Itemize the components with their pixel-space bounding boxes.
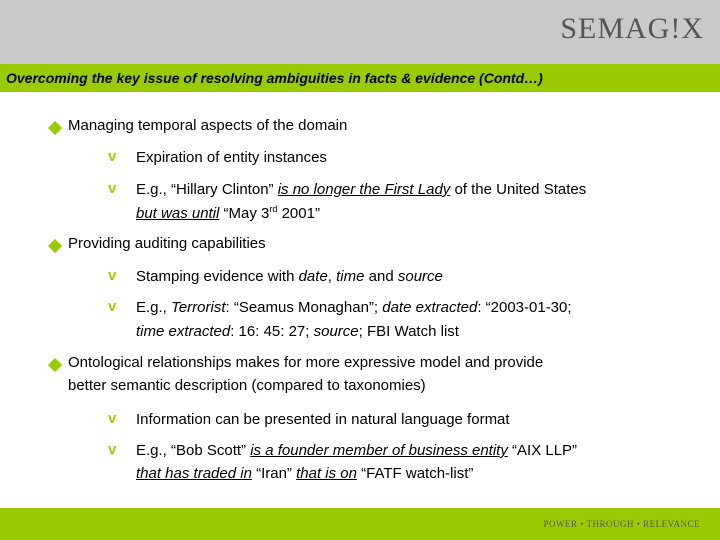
diamond-bullet-icon — [48, 239, 62, 253]
sub-bullet-2-1: Stamping evidence with date, time and source — [136, 268, 443, 285]
diamond-bullet-icon — [48, 121, 62, 135]
diamond-bullet-icon — [48, 358, 62, 372]
check-bullet-icon: v — [108, 180, 117, 197]
sub-bullet-2-2-line1: E.g., Terrorist: “Seamus Monaghan”; date extracted: “2003-01-30; — [136, 299, 572, 316]
sub-bullet-1-2-line2: but was until “May 3rd 2001” — [136, 204, 320, 222]
sub-bullet-3-2-line2: that has traded in “Iran” that is on “FATF watch-list” — [136, 465, 474, 482]
sub-bullet-2-2-line2: time extracted: 16: 45: 27; source; FBI Watch list — [136, 323, 459, 340]
check-bullet-icon: v — [108, 441, 117, 458]
bullet-3-line1: Ontological relationships makes for more expressive model and provide — [68, 354, 544, 371]
sub-bullet-3-2-line1: E.g., “Bob Scott” is a founder member of business entity “AIX LLP” — [136, 442, 578, 459]
check-bullet-icon: v — [108, 148, 117, 165]
check-bullet-icon: v — [108, 298, 117, 315]
bullet-2-text: Providing auditing capabilities — [68, 235, 266, 252]
slide-title: Overcoming the key issue of resolving ambiguities in facts & evidence (Contd…) — [6, 70, 543, 86]
bullet-3-line2: better semantic description (compared to taxonomies) — [68, 377, 426, 394]
check-bullet-icon: v — [108, 410, 117, 427]
company-logo: SEMAG!X — [560, 12, 704, 45]
check-bullet-icon: v — [108, 267, 117, 284]
footer-tagline: POWER • THROUGH • RELEVANCE — [543, 519, 700, 529]
sub-bullet-1-1: Expiration of entity instances — [136, 149, 327, 166]
sub-bullet-1-2-line1: E.g., “Hillary Clinton” is no longer the First Lady of the United States — [136, 181, 587, 198]
footer-bar — [0, 508, 720, 540]
sub-bullet-3-1: Information can be presented in natural language format — [136, 411, 510, 428]
bullet-1-text: Managing temporal aspects of the domain — [68, 117, 348, 134]
